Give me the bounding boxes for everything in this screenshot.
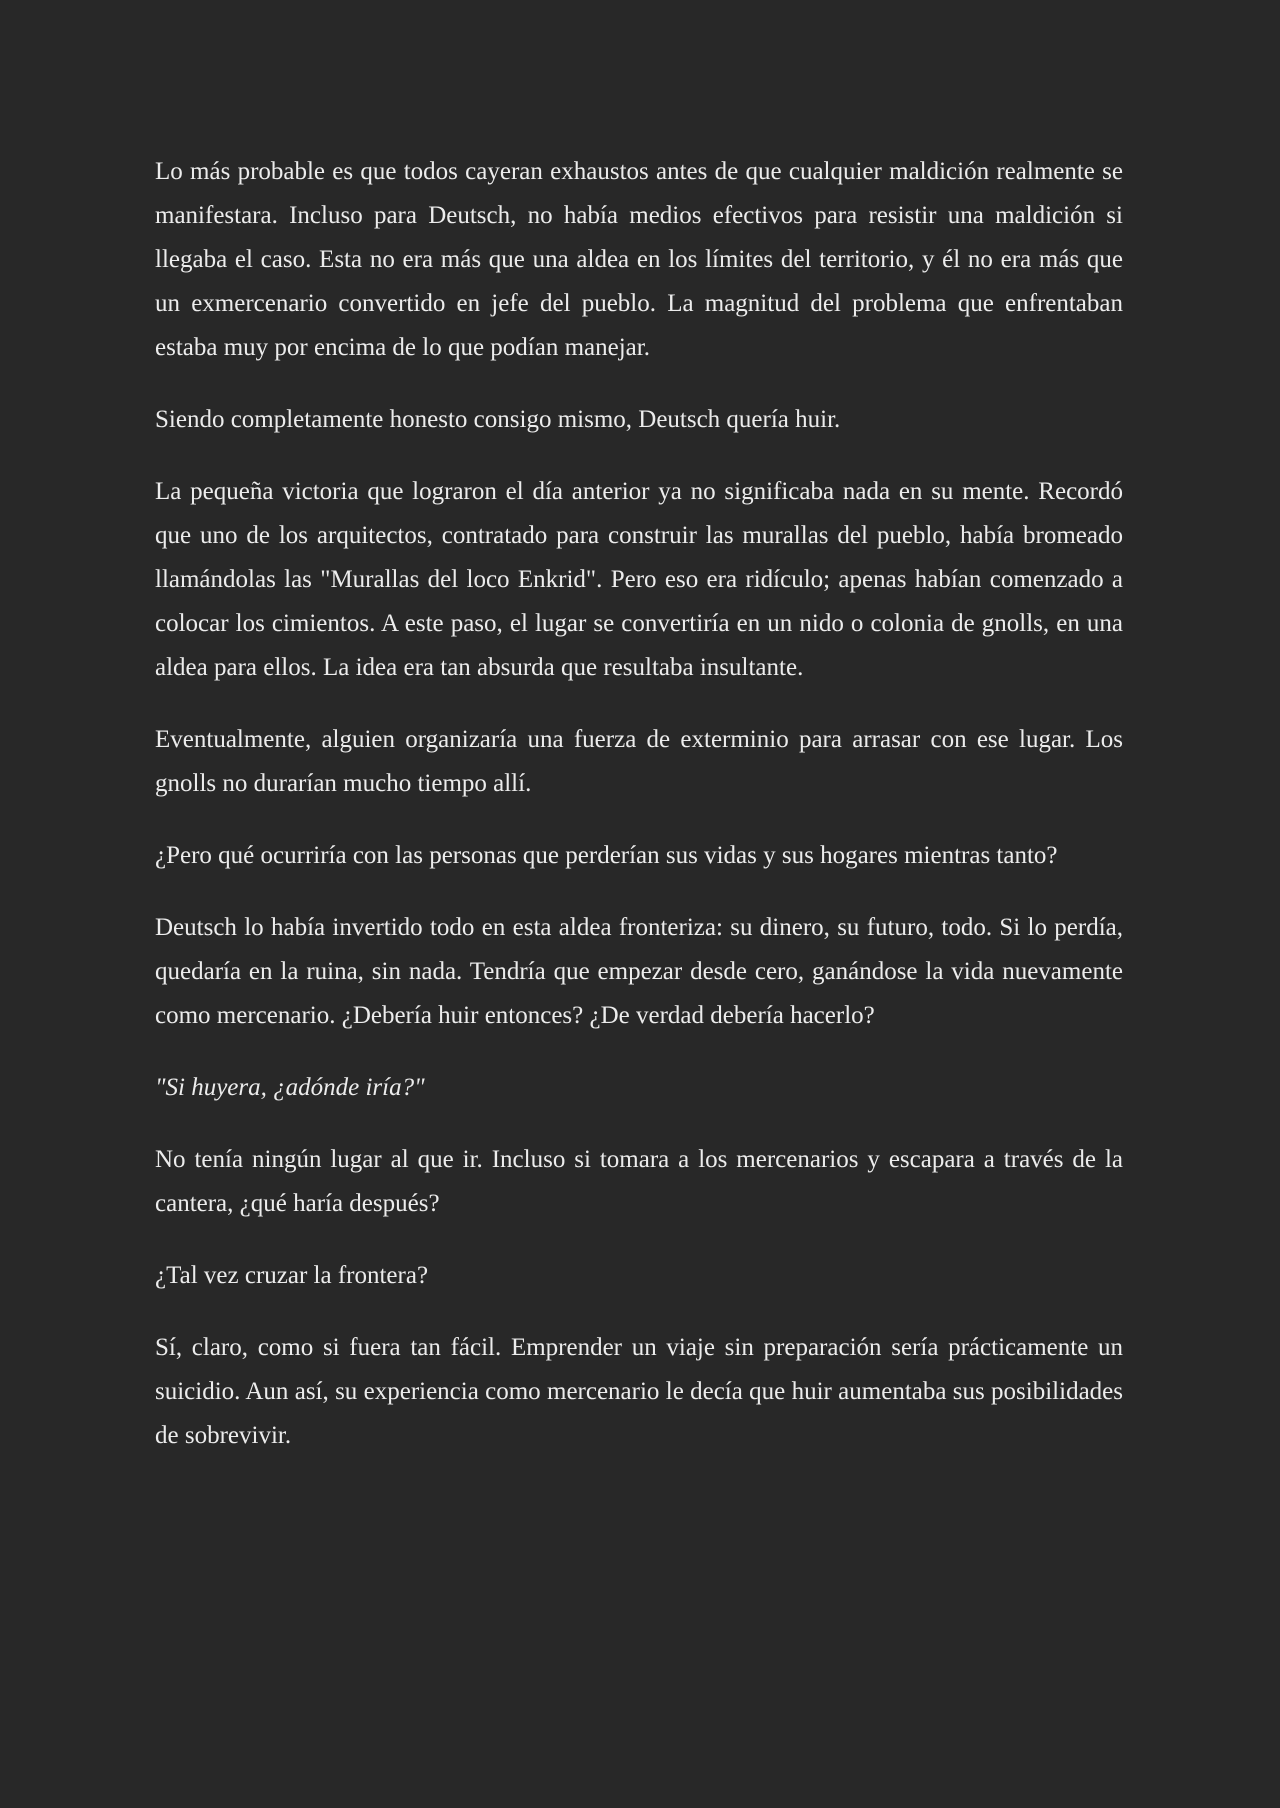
paragraph: Sí, claro, como si fuera tan fácil. Emprender un viaje sin preparación sería prácticamente un suicidio. Aun así, su experiencia como mercenario le decía que huir aumentaba sus posibilidades de sobrevivir. bbox=[155, 1334, 1123, 1449]
paragraph: ¿Tal vez cruzar la frontera? bbox=[155, 1262, 429, 1289]
paragraph: ¿Pero qué ocurriría con las personas que perderían sus vidas y sus hogares mientras tanto? bbox=[155, 842, 1058, 869]
paragraph: Eventualmente, alguien organizaría una fuerza de exterminio para arrasar con ese lugar. Los gnolls no durarían mucho tiempo allí. bbox=[155, 726, 1123, 797]
chapter-text bbox=[155, 150, 1123, 1486]
thought-quote: "Si huyera, ¿adónde iría?" bbox=[155, 1074, 425, 1101]
paragraph: Siendo completamente honesto consigo mismo, Deutsch quería huir. bbox=[155, 406, 841, 433]
paragraph: Deutsch lo había invertido todo en esta aldea fronteriza: su dinero, su futuro, todo. Si lo perdía, quedaría en la ruina, sin nada. Tendría que empezar desde cero, ganándose la vida nuevamente como mercenario. ¿Debería huir entonces? ¿De verdad debería hacerlo? bbox=[155, 914, 1123, 1029]
paragraph: La pequeña victoria que lograron el día anterior ya no significaba nada en su mente. Recordó que uno de los arquitectos, contratado para construir las murallas del pueblo, había bromeado llamándolas las "Murallas del loco Enkrid". Pero eso era ridículo; apenas habían comenzado a colocar los cimientos. A este paso, el lugar se convertiría en un nido o colonia de gnolls, en una aldea para ellos. La idea era tan absurda que resultaba insultante. bbox=[155, 478, 1123, 681]
paragraph: Lo más probable es que todos cayeran exhaustos antes de que cualquier maldición realmente se manifestara. Incluso para Deutsch, no había medios efectivos para resistir una maldición si llegaba el caso. Esta no era más que una aldea en los límites del territorio, y él no era más que un exmercenario convertido en jefe del pueblo. La magnitud del problema que enfrentaban estaba muy por encima de lo que podían manejar. bbox=[155, 158, 1123, 361]
paragraph: No tenía ningún lugar al que ir. Incluso si tomara a los mercenarios y escapara a través de la cantera, ¿qué haría después? bbox=[155, 1146, 1123, 1217]
